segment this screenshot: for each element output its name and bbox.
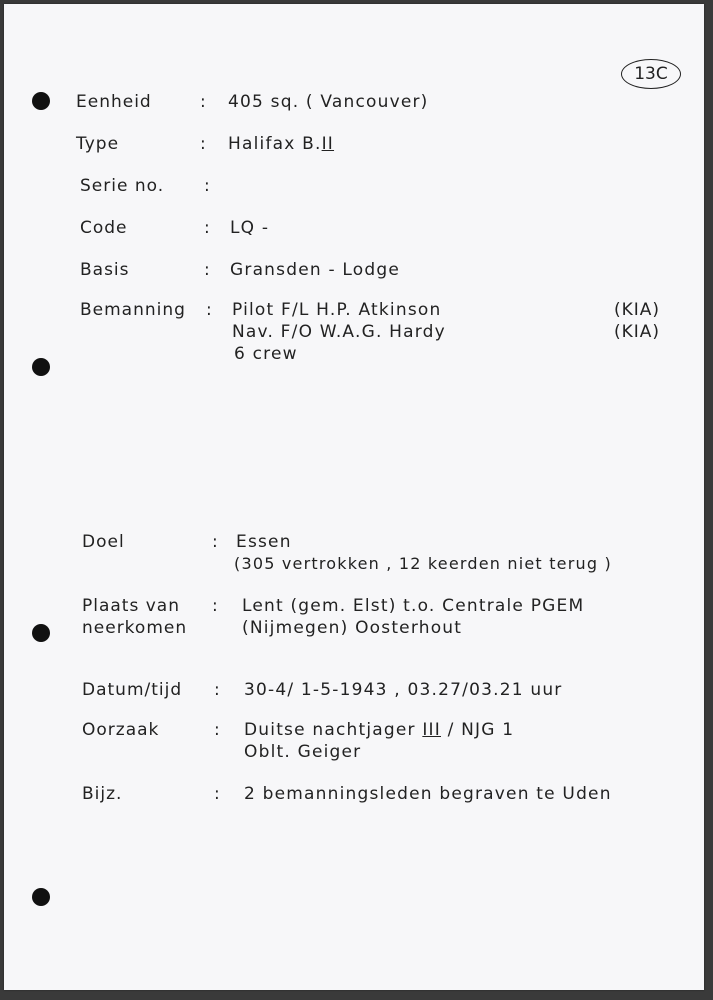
field-value: LQ - — [230, 218, 270, 238]
datum-value: 30-4/ 1-5-1943 , 03.27/03.21 uur — [244, 680, 563, 700]
plaats-label: neerkomen — [82, 618, 188, 638]
colon: : — [200, 92, 206, 112]
field-label: Serie no. — [80, 176, 165, 196]
document-page — [4, 4, 704, 990]
colon: : — [214, 784, 220, 804]
bijz-label: Bijz. — [82, 784, 123, 804]
field-label: Basis — [80, 260, 130, 280]
bijz-value: 2 bemanningsleden begraven te Uden — [244, 784, 612, 804]
crew-label: Bemanning — [80, 300, 186, 320]
colon: : — [206, 300, 212, 320]
crew-status: (KIA) — [614, 300, 661, 320]
field-value: Halifax B.II — [228, 134, 335, 154]
punch-hole — [32, 358, 50, 376]
colon: : — [214, 680, 220, 700]
field-label: Eenheid — [76, 92, 152, 112]
colon: : — [204, 260, 210, 280]
colon: : — [200, 134, 206, 154]
plaats-line: Lent (gem. Elst) t.o. Centrale PGEM — [242, 596, 585, 616]
field-value: Gransden - Lodge — [230, 260, 400, 280]
crew-status: (KIA) — [614, 322, 661, 342]
field-label: Type — [76, 134, 120, 154]
doel-line: (305 vertrokken , 12 keerden niet terug ) — [234, 554, 612, 573]
plaats-label: Plaats van — [82, 596, 180, 616]
punch-hole — [32, 624, 50, 642]
field-label: Code — [80, 218, 128, 238]
oorzaak-line: Duitse nachtjager III / NJG 1 — [244, 720, 515, 740]
crew-line: Pilot F/L H.P. Atkinson — [232, 300, 442, 320]
doel-line: Essen — [236, 532, 292, 552]
colon: : — [204, 218, 210, 238]
datum-label: Datum/tijd — [82, 680, 183, 700]
oorzaak-label: Oorzaak — [82, 720, 160, 740]
field-value: 405 sq. ( Vancouver) — [228, 92, 429, 112]
colon: : — [212, 596, 218, 616]
page-id-badge: 13C — [621, 59, 681, 89]
crew-line: 6 crew — [234, 344, 298, 364]
crew-line: Nav. F/O W.A.G. Hardy — [232, 322, 446, 342]
colon: : — [204, 176, 210, 196]
colon: : — [212, 532, 218, 552]
doel-label: Doel — [82, 532, 125, 552]
colon: : — [214, 720, 220, 740]
punch-hole — [32, 92, 50, 110]
punch-hole — [32, 888, 50, 906]
oorzaak-line: Oblt. Geiger — [244, 742, 362, 762]
plaats-line: (Nijmegen) Oosterhout — [242, 618, 463, 638]
